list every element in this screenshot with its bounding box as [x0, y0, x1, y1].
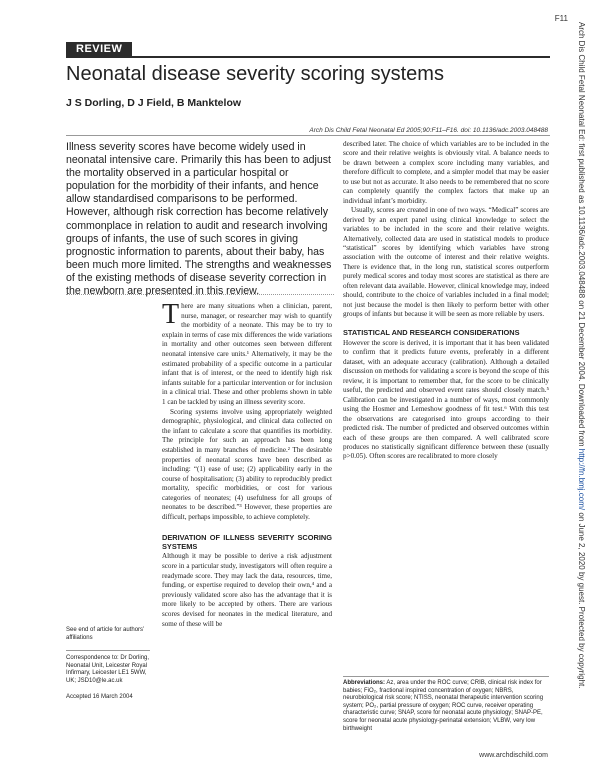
section-heading: STATISTICAL AND RESEARCH CONSIDERATIONS	[343, 327, 520, 337]
paragraph: Usually, scores are created in one of two ways. “Medical” scores are derived by an expert panel using clinical knowledge to select the variables to be included in the score and their relative weights. Alternatively, collected data are used in statistical models to produce “statistical” scores by identifying which variables have strong association with the outcome of interest and their relative weights. There is evidence that, in the long run, statistical scores outperform purely medical scores and today most scores are statistical as there are often relevant data available. However, clinical knowledge may, indeed should, contribute to the choice of variables included in a final model; not just because the model is then likely to perform better with other groups of infants but because it will be seen as more reliable by users.	[343, 206, 549, 319]
side-note-rule	[66, 650, 150, 651]
paragraph: Although it may be possible to derive a risk adjustment score in a particular study, investigators will often require a readymade score. They may lack the data, resources, time, funding, or expertise required to develop their own,⁴ and a previously validated score also has the advantage that it is more likely to be accepted by others. There are various scores devised for neonates in the medical literature, and some of these will be	[162, 552, 332, 628]
paragraph-intro	[162, 299, 332, 408]
correspondence: Correspondence to: Dr Dorling, Neonatal Unit, Leicester Royal Infirmary, Leicester LE1 5WW, UK; JSD10@le.ac.uk	[66, 655, 150, 684]
citation-line: Arch Dis Child Fetal Neonatal Ed 2005;90:F11–F16. doi: 10.1136/adc.2003.048488	[309, 127, 548, 134]
side-note	[66, 627, 152, 709]
article-title: Neonatal disease severity scoring systems	[66, 63, 444, 85]
copyright-notice-text: on June 2, 2020 by guest. Protected by copyright.	[577, 510, 586, 689]
author-list: J S Dorling, D J Field, B Manktelow	[66, 97, 242, 109]
drop-cap: T	[162, 299, 180, 330]
paragraph-text: here are many situations when a clinician, parent, nurse, manager, or researcher may wish to quantify the morbidity of a neonate. This may be to try to explain in terms of case mix differences the wide variations in mortality and other outcomes seen between different neonatal intensive care units.¹ Alternatively, it may be the estimated probability of a specific outcome in a particular infant that is of interest, or the need to identify high risk infants suitable for a particular intervention or for inclusion in a clinical trial. These and other problems shown in table 1 can be tackled by using an illness severity score.	[162, 302, 332, 406]
download-notice-text: Arch Dis Child Fetal Neonatal Ed: first published as 10.1136/adc.2003.048488 on 21 December 2004. Downloaded from	[577, 22, 586, 449]
section-heading: DERIVATION OF ILLNESS SEVERITY SCORING SYSTEMS	[162, 532, 332, 552]
body-column-2	[343, 140, 549, 462]
citation-rule	[66, 135, 550, 136]
affiliations-note: See end of article for authors’ affiliations	[66, 627, 145, 641]
journal-url-footer[interactable]: www.archdischild.com	[479, 752, 548, 759]
abbreviations-box	[343, 676, 549, 733]
abbreviations-text: Az, area under the ROC curve; CRIB, clinical risk index for babies; FiO₂, fractional inspired concentration of oxygen; NBRS, neurobiological risk score; NTISS, neonatal therapeutic intervention scoring system; PO₂, partial pressure of oxygen; ROC curve, receiver operating characteristic curve; SNAP, score for neonatal acute physiology; SNAP-PE, score for neonatal acute physiology-perinatal extension; VLBW, very low birthweight	[343, 680, 544, 732]
header-rule	[66, 56, 550, 58]
accepted-date: Accepted 16 March 2004	[66, 693, 133, 700]
paragraph: Scoring systems involve using appropriately weighted demographic, physiological, and clinical data collected on the infant to calculate a score that quantifies its morbidity. The principle for such an approach has been long established in many branches of medicine.² The desirable properties of neonatal scores have been described as including: “(1) ease of use; (2) applicability early in the course of hospitalisation; (3) ability to reproducibly predict mortality, specific morbidities, or cost for various categories of neonates; (4) usefulness for all groups of neonates to be described.”³ However, these properties are difficult, perhaps impossible, to achieve completely.	[162, 407, 332, 522]
body-column-1	[162, 299, 332, 629]
abstract: Illness severity scores have become widely used in neonatal intensive care. Primarily this has been to adjust the mortality observed in a particular hospital or population for the morbidity of their infants, and hence allow standardised comparisons to be performed. However, although risk correction has become relatively commonplace in relation to audit and research involving groups of infants, the use of such scores in giving prognostic information to parents, about their baby, has been much more limited. The strengths and weaknesses of the existing methods of disease severity correction in the newborn are presented in this review.	[66, 141, 332, 298]
page-number: F11	[554, 14, 568, 23]
paragraph: described later. The choice of which variables are to be included in the score and their relative weights is obviously vital. A balance needs to be drawn between a complex score including many variables, and therefore difficult to complete, and a simpler model that may be easier to use but not as accurate. It also needs to be remembered that no score can completely quantify the complex factors that make up an individual infant’s morbidity.	[343, 140, 549, 205]
journal-link[interactable]: http://fn.bmj.com/	[577, 448, 586, 511]
download-notice	[577, 22, 586, 688]
download-sidebar	[566, 0, 600, 776]
section-tag: REVIEW	[66, 42, 132, 56]
paragraph: However the score is derived, it is important that it has been validated to confirm that it predicts future events, preferably in a different dataset, with an adequate accuracy (calibration). Although a detailed discussion on methods for validating a score is beyond the scope of this review, it is important to remember that, for the score to be clinically useful, the predicted and observed event rates should closely match.⁵ Calibration can be investigated in a number of ways, most commonly using the Hosmer and Lemeshow goodness of fit test.⁶ With this test the observations are categorised into groups according to their predicted risk. The number of predicted and observed outcomes within each of these groups are then compared. A well calibrated score produces no statistically significant difference between these (usually p>0.05). Often scores are recalibrated to more closely	[343, 339, 550, 461]
abbreviations-label: Abbreviations:	[343, 680, 386, 686]
abstract-rule	[66, 294, 334, 295]
